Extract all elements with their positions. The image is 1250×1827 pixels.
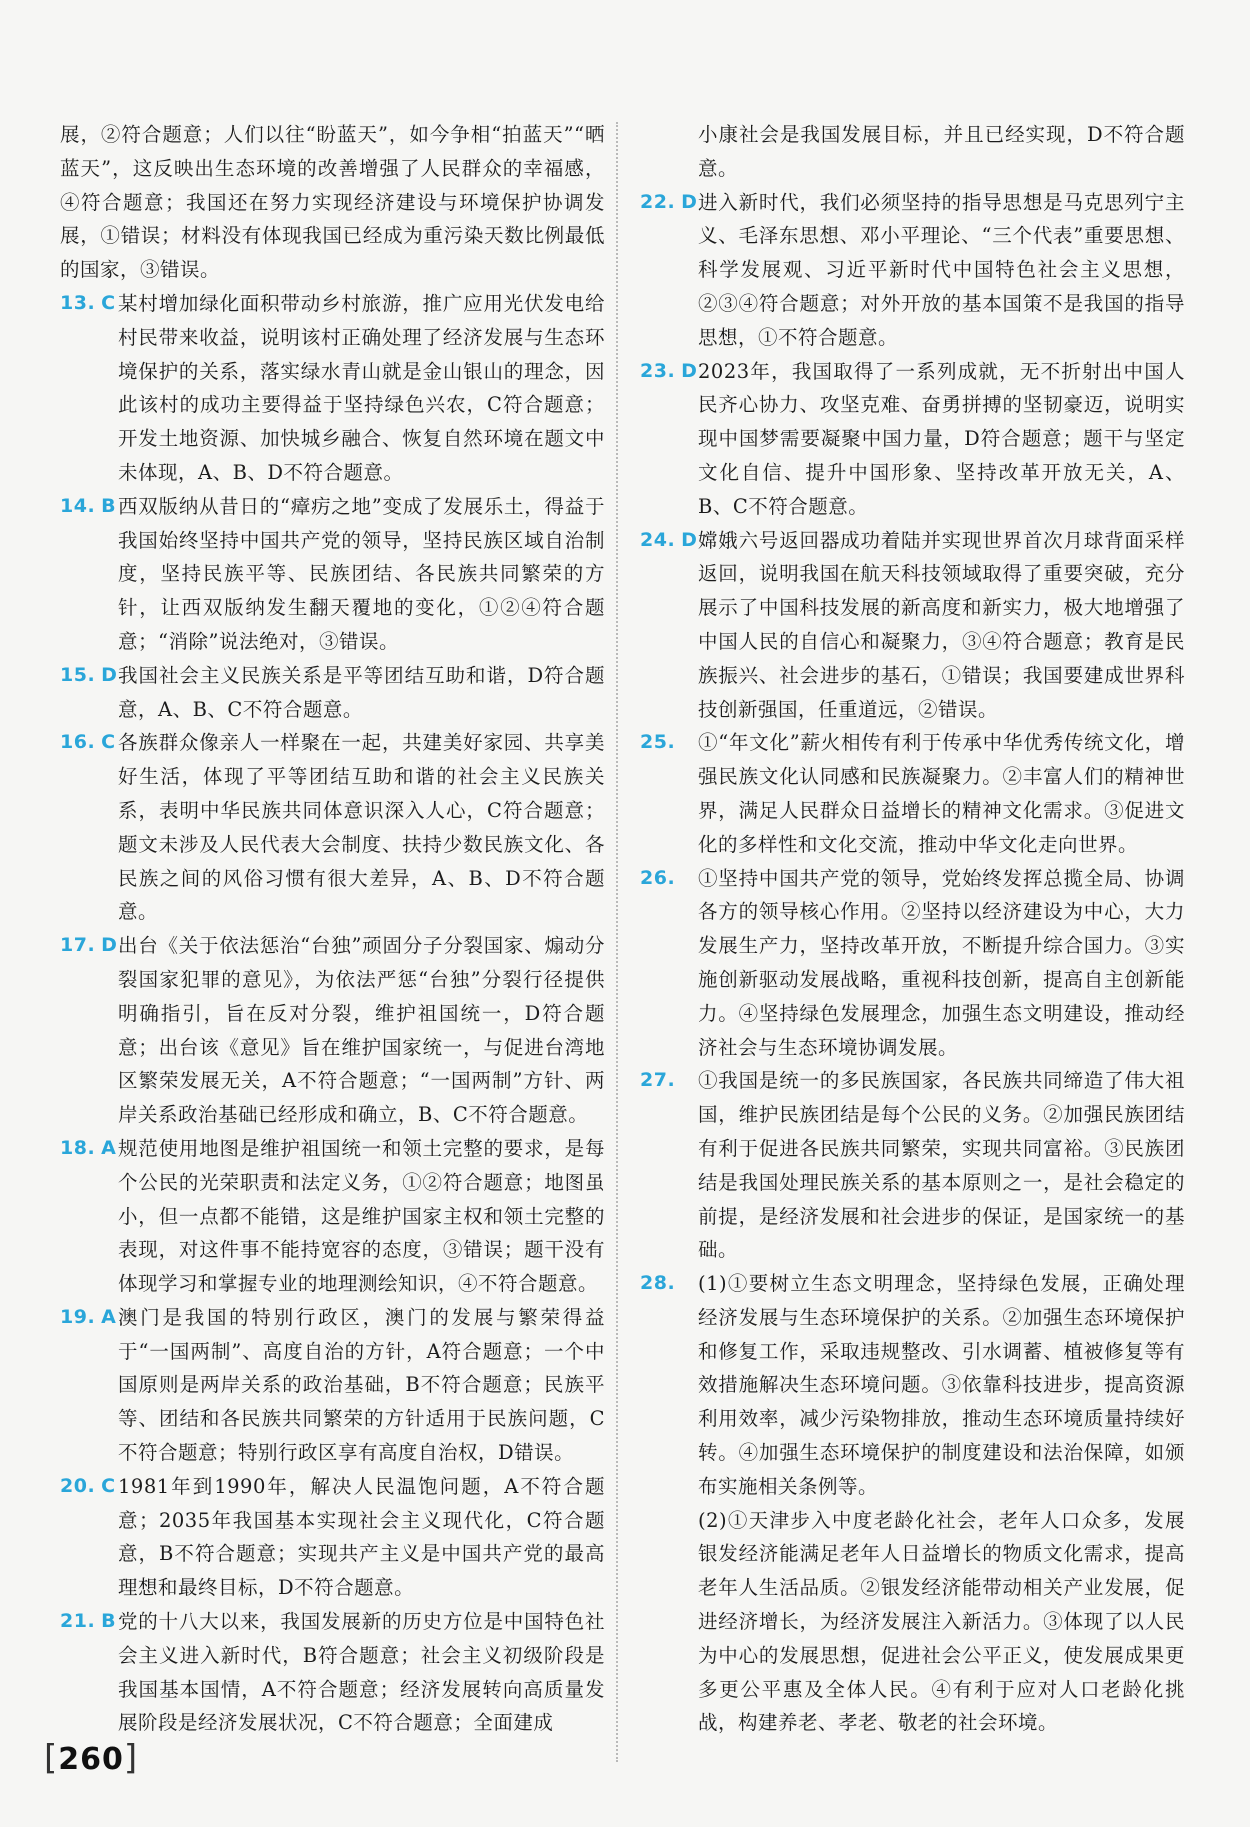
answer-text-part1: (1)①要树立生态文明理念，坚持绿色发展，正确处理经济发展与生态环境保护的关系。②加强生态环境保护和修复工作，采取违规整改、引水调蓄、植被修复等有效措施解决生态环境问题。③依靠科技进步，提高资源利用效率，减少污染物排放，推动生态环境质量持续好转。④加强生态环境保护的制度建设和法治保障，如颁布实施相关条例等。 (698, 1272, 1185, 1498)
answer-text: 出台《关于依法惩治“台独”顽固分子分裂国家、煽动分裂国家犯罪的意见》，为依法严惩“台独”分裂行径提供明确指引，旨在反对分裂，维护祖国统一，D符合题意；出台该《意见》旨在维护国家统一，与促进台湾地区繁荣发展无关，A不符合题意；“一国两制”方针、两岸关系政治基础已经形成和确立，B、C不符合题意。 (118, 934, 605, 1127)
question-number: 14. B (60, 494, 117, 517)
answer-entry-21 (60, 1605, 605, 1740)
answer-text: 党的十八大以来，我国发展新的历史方位是中国特色社会主义进入新时代，B符合题意；社会主义初级阶段是我国基本国情，A不符合题意；经济发展转向高质量发展阶段是经济发展状况，C不符合题意；全面建成 (118, 1610, 605, 1735)
answer-entry-16 (60, 726, 605, 929)
answer-entry-14 (60, 490, 605, 659)
question-number: 28. (640, 1272, 676, 1295)
question-number: 18. A (60, 1136, 117, 1159)
answer-text: 澳门是我国的特别行政区，澳门的发展与繁荣得益于“一国两制”、高度自治的方针，A符合题意；一个中国原则是两岸关系的政治基础，B不符合题意；民族平等、团结和各民族共同繁荣的方针适用于民族问题，C不符合题意；特别行政区享有高度自治权，D错误。 (118, 1305, 605, 1465)
answer-text: 进入新时代，我们必须坚持的指导思想是马克思列宁主义、毛泽东思想、邓小平理论、“三个代表”重要思想、科学发展观、习近平新时代中国特色社会主义思想，②③④符合题意；对外开放的基本国策不是我国的指导思想，①不符合题意。 (698, 190, 1185, 349)
column-divider (616, 122, 618, 1762)
question-number: 27. (640, 1069, 676, 1092)
answer-entry-22 (640, 186, 1185, 355)
question-number: 23. D (640, 359, 698, 382)
answer-text: ①我国是统一的多民族国家，各民族共同缔造了伟大祖国，维护民族团结是每个公民的义务。②加强民族团结有利于促进各民族共同繁荣，实现共同富裕。③民族团结是我国处理民族关系的基本原则之一，是社会稳定的前提，是经济发展和社会进步的保证，是国家统一的基础。 (698, 1069, 1185, 1262)
question-number: 16. C (60, 731, 116, 754)
question-number: 22. D (640, 190, 698, 213)
question-number: 21. B (60, 1610, 117, 1633)
question-number: 15. D (60, 663, 118, 686)
answer-text: 某村增加绿化面积带动乡村旅游，推广应用光伏发电给村民带来收益，说明该村正确处理了经济发展与生态环境保护的关系，落实绿水青山就是金山银山的理念，因此该村的成功主要得益于坚持绿色兴农，C符合题意；开发土地资源、加快城乡融合、恢复自然环境在题文中未体现，A、B、D不符合题意。 (118, 291, 605, 484)
answer-entry-17 (60, 929, 605, 1132)
answer-entry-20 (60, 1470, 605, 1605)
question-number: 17. D (60, 934, 118, 957)
answer-entry-28 (640, 1267, 1185, 1740)
answer-text: 各族群众像亲人一样聚在一起，共建美好家园、共享美好生活，体现了平等团结互助和谐的社会主义民族关系，表明中华民族共同体意识深入人心，C符合题意；题文未涉及人民代表大会制度、扶持少数民族文化、各民族之间的风俗习惯有很大差异，A、B、D不符合题意。 (118, 731, 605, 924)
answer-entry-12-continued (60, 118, 605, 287)
question-number: 13. C (60, 291, 116, 314)
right-column (640, 118, 1185, 1740)
question-number: 20. C (60, 1474, 116, 1497)
answer-entry-15 (60, 659, 605, 727)
answer-text: ①“年文化”薪火相传有利于传承中华优秀传统文化，增强民族文化认同感和民族凝聚力。②丰富人们的精神世界，满足人民群众日益增长的精神文化需求。③促进文化的多样性和文化交流，推动中华文化走向世界。 (698, 731, 1185, 856)
answer-entry-19 (60, 1301, 605, 1470)
answer-entry-21-continued (640, 118, 1185, 186)
answer-text-part2: (2)①天津步入中度老龄化社会，老年人口众多，发展银发经济能满足老年人日益增长的物质文化需求，提高老年人生活品质。②银发经济能带动相关产业发展，促进经济增长，为经济发展注入新活力。③体现了以人民为中心的发展思想，促进社会公平正义，使发展成果更多更公平惠及全体人民。④有利于应对人口老龄化挑战，构建养老、孝老、敬老的社会环境。 (698, 1508, 1185, 1735)
answer-entry-24 (640, 524, 1185, 727)
answer-text: 嫦娥六号返回器成功着陆并实现世界首次月球背面采样返回，说明我国在航天科技领域取得了重要突破，充分展示了中国科技发展的新高度和新实力，极大地增强了中国人民的自信心和凝聚力，③④符合题意；教育是民族振兴、社会进步的基石，①错误；我国要建成世界科技创新强国，任重道远，②错误。 (698, 528, 1185, 721)
answer-text: 1981年到1990年，解决人民温饱问题，A不符合题意；2035年我国基本实现社会主义现代化，C符合题意，B不符合题意；实现共产主义是中国共产党的最高理想和最终目标，D不符合题意。 (118, 1474, 605, 1600)
answer-entry-18 (60, 1132, 605, 1301)
page-number: [260] (44, 1738, 139, 1778)
left-column (60, 118, 605, 1740)
question-number: 19. A (60, 1305, 117, 1328)
answer-entry-25 (640, 726, 1185, 861)
answer-text: 我国社会主义民族关系是平等团结互助和谐，D符合题意，A、B、C不符合题意。 (118, 663, 605, 721)
question-number: 26. (640, 866, 676, 889)
question-number: 25. (640, 731, 676, 754)
answer-text: 展，②符合题意；人们以往“盼蓝天”，如今争相“拍蓝天”“晒蓝天”，这反映出生态环境的改善增强了人民群众的幸福感，④符合题意；我国还在努力实现经济建设与环境保护协调发展，①错误；材料没有体现我国已经成为重污染天数比例最低的国家，③错误。 (60, 123, 605, 282)
answer-entry-26 (640, 862, 1185, 1065)
answer-entry-13 (60, 287, 605, 490)
answer-text: 小康社会是我国发展目标，并且已经实现，D不符合题意。 (698, 123, 1185, 180)
question-number: 24. D (640, 528, 698, 551)
answer-text: ①坚持中国共产党的领导，党始终发挥总揽全局、协调各方的领导核心作用。②坚持以经济建设为中心，大力发展生产力，坚持改革开放，不断提升综合国力。③实施创新驱动发展战略，重视科技创新，提高自主创新能力。④坚持绿色发展理念，加强生态文明建设，推动经济社会与生态环境协调发展。 (698, 866, 1185, 1059)
answer-text: 2023年，我国取得了一系列成就，无不折射出中国人民齐心协力、攻坚克难、奋勇拼搏的坚韧豪迈，说明实现中国梦需要凝聚中国力量，D符合题意；题干与坚定文化自信、提升中国形象、坚持改革开放无关，A、B、C不符合题意。 (698, 359, 1185, 518)
answer-text: 规范使用地图是维护祖国统一和领土完整的要求，是每个公民的光荣职责和法定义务，①②符合题意；地图虽小，但一点都不能错，这是维护国家主权和领土完整的表现，对这件事不能持宽容的态度，③错误；题干没有体现学习和掌握专业的地理测绘知识，④不符合题意。 (118, 1136, 605, 1296)
answer-entry-23 (640, 355, 1185, 524)
answer-entry-27 (640, 1064, 1185, 1267)
answer-text: 西双版纳从昔日的“瘴疠之地”变成了发展乐土，得益于我国始终坚持中国共产党的领导，坚持民族区域自治制度，坚持民族平等、民族团结、各民族共同繁荣的方针，让西双版纳发生翻天覆地的变化，①②④符合题意；“消除”说法绝对，③错误。 (118, 494, 605, 653)
